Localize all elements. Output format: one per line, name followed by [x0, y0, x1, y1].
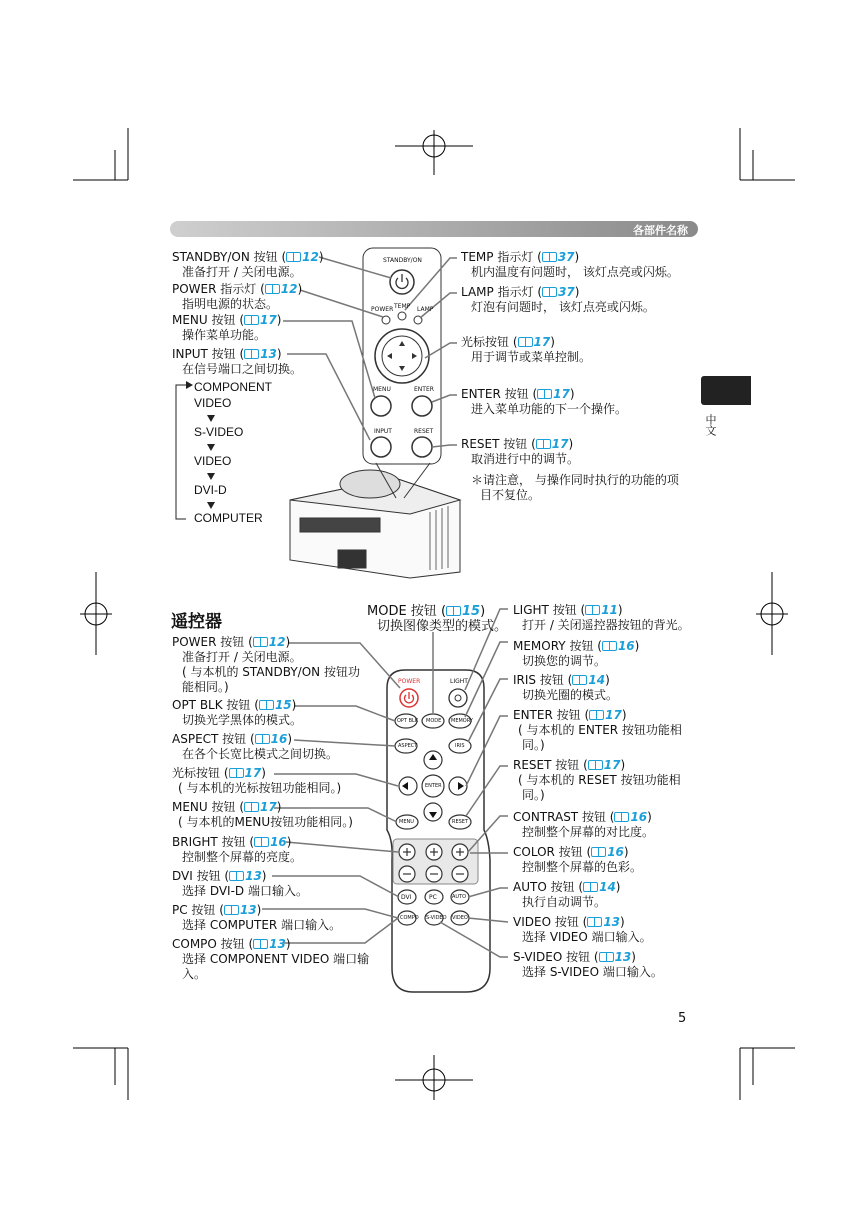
arrow-down-icon	[207, 473, 215, 480]
callout-color-desc: 控制整个屏幕的色彩。	[522, 860, 643, 874]
callout-remote-enter-desc2: 同。)	[522, 738, 545, 752]
remote-label-memory: MEMORY	[451, 718, 473, 724]
callout-svideo-desc: 选择 S-VIDEO 端口输入。	[522, 965, 663, 979]
callout-cursor-desc: 用于调节或菜单控制。	[471, 350, 592, 364]
callout-light-desc: 打开 / 关闭遥控器按钮的背光。	[522, 618, 690, 632]
remote-label-auto: AUTO	[452, 894, 467, 900]
arrow-down-icon	[207, 502, 215, 509]
callout-bright-desc: 控制整个屏幕的亮度。	[182, 850, 303, 864]
callout-remote-reset-desc: ( 与本机的 RESET 按钮功能相	[518, 773, 681, 787]
callout-video-desc: 选择 VIDEO 端口输入。	[522, 930, 652, 944]
book-icon	[583, 882, 598, 892]
book-icon	[253, 637, 268, 647]
cycle-dvid: DVI-D	[194, 483, 227, 497]
arrow-down-icon	[207, 444, 215, 451]
callout-remote-power-label: POWER 按钮 ( 12)	[172, 635, 291, 649]
note-line-1: ＊请注意， 与操作同时执行的功能的项	[471, 473, 679, 487]
callout-video-label: VIDEO 按钮 ( 13)	[513, 915, 625, 929]
cycle-svideo: S-VIDEO	[194, 425, 244, 439]
book-icon	[224, 905, 239, 915]
callout-remote-power-desc: 准备打开 / 关闭电源。	[182, 650, 302, 664]
callout-dvi-desc: 选择 DVI-D 端口输入。	[182, 884, 308, 898]
book-icon	[255, 734, 270, 744]
book-icon	[244, 315, 259, 325]
book-icon	[614, 812, 629, 822]
panel-label-power: POWER	[371, 306, 394, 313]
callout-iris-desc: 切换光圈的模式。	[522, 688, 619, 702]
cycle-computer: COMPUTER	[194, 511, 263, 525]
remote-label-reset: RESET	[452, 819, 469, 825]
callout-lamp-desc: 灯泡有问题时， 该灯点亮或闪烁。	[471, 300, 655, 314]
callout-optblk-desc: 切换光学黑体的模式。	[182, 713, 303, 727]
panel-label-input: INPUT	[374, 428, 392, 435]
callout-compo-label: COMPO 按钮 ( 13)	[172, 937, 291, 951]
book-icon	[253, 939, 268, 949]
callout-menu-desc: 操作菜单功能。	[182, 328, 267, 342]
callout-contrast-label: CONTRAST 按钮 ( 16)	[513, 810, 652, 824]
book-icon	[518, 337, 533, 347]
callout-bright-label: BRIGHT 按钮 ( 16)	[172, 835, 292, 849]
callout-remote-enter-desc: ( 与本机的 ENTER 按钮功能相	[518, 723, 682, 737]
panel-label-temp: TEMP	[394, 303, 411, 310]
callout-remote-reset-desc2: 同。)	[522, 788, 545, 802]
callout-remote-cursor-desc: ( 与本机的光标按钮功能相同。)	[178, 781, 342, 795]
callout-mode-label: MODE 按钮 ( 15)	[367, 604, 486, 619]
remote-label-optblk: OPT BLK	[397, 718, 419, 724]
book-icon	[599, 952, 614, 962]
callout-compo-desc2: 入。	[182, 967, 207, 981]
remote-label-dvi: DVI	[401, 894, 412, 901]
book-icon	[229, 871, 244, 881]
callout-remote-reset-label: RESET 按钮 ( 17)	[513, 758, 626, 772]
section-title: 各部件名称	[633, 224, 688, 237]
callout-temp-desc: 机内温度有问题时， 该灯点亮或闪烁。	[471, 265, 679, 279]
callout-memory-label: MEMORY 按钮 ( 16)	[513, 639, 640, 653]
book-icon	[589, 710, 604, 720]
page-number: 5	[678, 1011, 687, 1026]
book-icon	[536, 439, 551, 449]
book-icon	[542, 252, 557, 262]
callout-remote-enter-label: ENTER 按钮 ( 17)	[513, 708, 627, 722]
callout-reset-label: RESET 按钮 ( 17)	[461, 437, 574, 451]
callout-standby-desc: 准备打开 / 关闭电源。	[182, 265, 302, 279]
callout-aspect-label: ASPECT 按钮 ( 16)	[172, 732, 293, 746]
callout-color-label: COLOR 按钮 ( 16)	[513, 845, 629, 859]
remote-label-svideo: S-VIDEO	[426, 915, 447, 921]
callout-contrast-desc: 控制整个屏幕的对比度。	[522, 825, 655, 839]
remote-label-pc: PC	[429, 894, 437, 901]
callout-pc-desc: 选择 COMPUTER 端口输入。	[182, 918, 342, 932]
book-icon	[254, 837, 269, 847]
book-icon	[265, 284, 280, 294]
cycle-video-1: VIDEO	[194, 396, 232, 410]
panel-label-standby: STANDBY/ON	[383, 257, 422, 264]
callout-remote-menu-label: MENU 按钮 ( 17)	[172, 800, 282, 814]
callout-cursor-label: 光标按钮 ( 17)	[461, 335, 555, 349]
book-icon	[244, 802, 259, 812]
callout-dvi-label: DVI 按钮 ( 13)	[172, 869, 267, 883]
remote-label-mode: MODE	[426, 718, 442, 724]
panel-label-reset: RESET	[414, 428, 434, 435]
callout-remote-power-desc3: 能相同。)	[182, 680, 229, 694]
panel-label-enter: ENTER	[414, 386, 434, 393]
callout-temp-label: TEMP 指示灯 ( 37)	[461, 250, 580, 264]
callout-light-label: LIGHT 按钮 ( 11)	[513, 603, 623, 617]
panel-label-menu: MENU	[373, 386, 391, 393]
callout-memory-desc: 切换您的调节。	[522, 654, 607, 668]
callout-power-indicator-label: POWER 指示灯 ( 12)	[172, 282, 303, 296]
callout-menu-label: MENU 按钮 ( 17)	[172, 313, 282, 327]
callout-iris-label: IRIS 按钮 ( 14)	[513, 673, 610, 687]
input-cycle-bracket	[176, 385, 186, 519]
callout-input-desc: 在信号端口之间切换。	[182, 362, 303, 376]
remote-heading: 遥控器	[171, 612, 222, 632]
book-icon	[572, 675, 587, 685]
cycle-component: COMPONENT	[194, 380, 272, 394]
book-icon	[229, 768, 244, 778]
book-icon	[537, 389, 552, 399]
callout-pc-label: PC 按钮 ( 13)	[172, 903, 262, 917]
section-header-bar	[170, 221, 698, 237]
book-icon	[587, 917, 602, 927]
callout-auto-desc: 执行自动调节。	[522, 895, 607, 909]
callout-aspect-desc: 在各个长宽比模式之间切换。	[182, 747, 339, 761]
callout-remote-menu-desc: ( 与本机的MENU按钮功能相同。)	[178, 815, 353, 829]
book-icon	[286, 252, 301, 262]
callout-input-label: INPUT 按钮 ( 13)	[172, 347, 282, 361]
remote-label-enter: ENTER	[425, 783, 442, 789]
remote-label-iris: IRIS	[455, 743, 465, 749]
cycle-video-2: VIDEO	[194, 454, 232, 468]
callout-power-indicator-desc: 指明电源的状态。	[182, 297, 279, 311]
callout-remote-cursor-label: 光标按钮 ( 17)	[172, 766, 266, 780]
projector-body	[290, 470, 460, 578]
remote-label-aspect: ASPECT	[398, 743, 418, 749]
callout-optblk-label: OPT BLK 按钮 ( 15)	[172, 698, 297, 712]
book-icon	[542, 287, 557, 297]
language-tab	[701, 376, 751, 405]
book-icon	[446, 606, 461, 616]
callout-auto-label: AUTO 按钮 ( 14)	[513, 880, 621, 894]
book-icon	[585, 605, 600, 615]
book-icon	[588, 760, 603, 770]
language-tab-label: 中文	[704, 414, 717, 436]
note-line-2: 目不复位。	[480, 488, 541, 502]
callout-enter-desc: 进入菜单功能的下一个操作。	[471, 402, 628, 416]
remote-label-menu: MENU	[399, 819, 414, 825]
book-icon	[244, 349, 259, 359]
callout-mode-desc: 切换图像类型的模式。	[377, 619, 508, 634]
remote-label-video: VIDEO	[452, 915, 468, 921]
callout-compo-desc: 选择 COMPONENT VIDEO 端口输	[182, 952, 370, 966]
book-icon	[591, 847, 606, 857]
panel-label-lamp: LAMP	[417, 306, 434, 313]
remote-label-compo: COMPO	[400, 915, 419, 921]
book-icon	[259, 700, 274, 710]
callout-reset-desc: 取消进行中的调节。	[471, 452, 580, 466]
remote-label-light: LIGHT	[450, 678, 468, 685]
book-icon	[602, 641, 617, 651]
callout-enter-label: ENTER 按钮 ( 17)	[461, 387, 575, 401]
callout-remote-power-desc2: ( 与本机的 STANDBY/ON 按钮功	[182, 665, 360, 679]
callout-standby-label: STANDBY/ON 按钮 ( 12)	[172, 250, 324, 264]
remote-label-power: POWER	[398, 678, 421, 685]
callout-svideo-label: S-VIDEO 按钮 ( 13)	[513, 950, 636, 964]
arrow-down-icon	[207, 415, 215, 422]
callout-lamp-label: LAMP 指示灯 ( 37)	[461, 285, 580, 299]
